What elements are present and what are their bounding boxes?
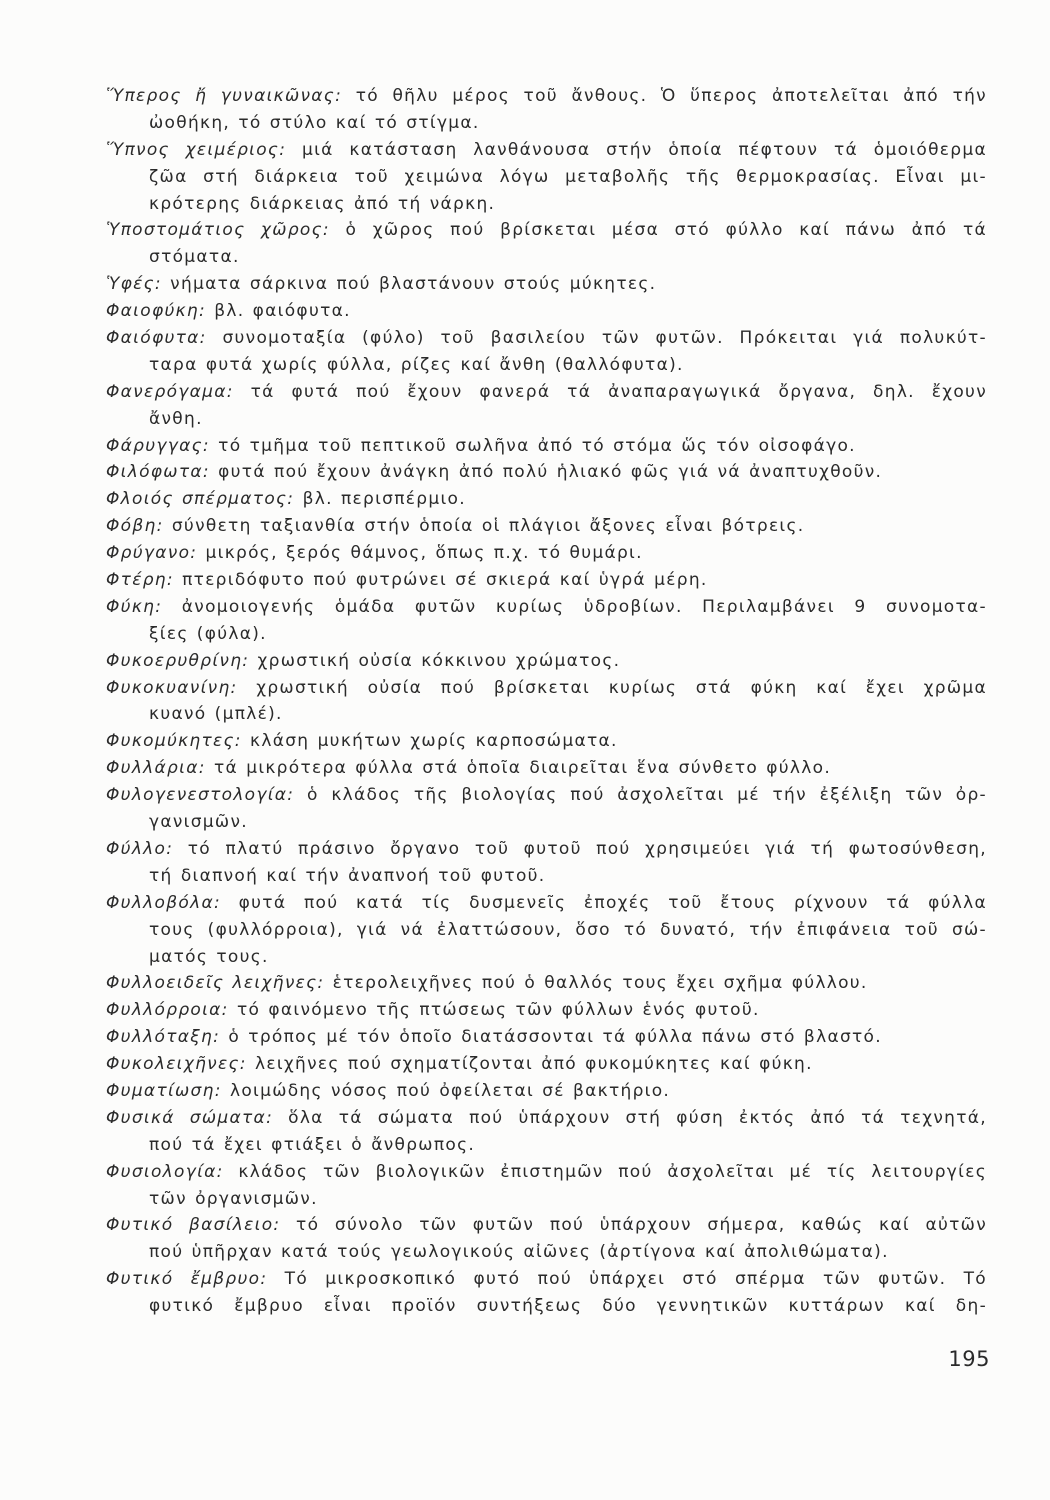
entry-first-line — [106, 83, 987, 110]
glossary-entry — [106, 459, 987, 486]
definition-text: χρωστική οὐσία πού βρίσκεται κυρίως στά φύκη καί ἔχει χρῶμα — [256, 677, 987, 698]
entry-first-line — [106, 594, 987, 621]
definition-continuation-line: τῶν ὀργανισμῶν. — [149, 1188, 318, 1209]
glossary-term: Ὕπνος χειμέριος: — [106, 139, 287, 160]
glossary-entry — [106, 486, 987, 513]
definition-text: κλάδος τῶν βιολογικῶν ἐπιστημῶν πού ἀσχολεῖται μέ τίς λειτουργίες — [238, 1161, 987, 1182]
glossary-term: Φυλλόρροια: — [106, 1000, 229, 1021]
definition-text: βλ. φαιόφυτα. — [214, 301, 351, 322]
glossary-term: Φυλλάρια: — [106, 758, 206, 779]
glossary-term: Φαιοφύκη: — [106, 301, 207, 322]
entry-first-line — [106, 675, 987, 702]
definition-continuation-line: κυανό (μπλέ). — [149, 704, 283, 725]
glossary-term: Φυκολειχῆνες: — [106, 1054, 247, 1075]
definition-text: Τό μικροσκοπικό φυτό πού ὑπάρχει στό σπέρμα τῶν φυτῶν. Τό — [284, 1269, 987, 1290]
definition-continuation-line: πού ὑπῆρχαν κατά τούς γεωλογικούς αἰῶνες (ἀρτίγονα καί ἀπολιθώματα). — [149, 1242, 889, 1263]
glossary-entry — [106, 298, 987, 325]
definition-text: λειχῆνες πού σχηματίζονται ἀπό φυκομύκητες καί φύκη. — [254, 1054, 813, 1075]
glossary-term: Φυτικό ἔμβρυο: — [106, 1269, 268, 1290]
definition-text: τό τμῆμα τοῦ πεπτικοῦ σωλῆνα ἀπό τό στόμα ὥς τόν οἰσοφάγο. — [218, 435, 856, 456]
definition-text: ὁ τρόπος μέ τόν ὁποῖο διατάσσονται τά φύλλα πάνω στό βλαστό. — [228, 1027, 882, 1048]
definition-continuation-line: τή διαπνοή καί τήν ἀναπνοή τοῦ φυτοῦ. — [149, 865, 546, 886]
entry-first-line — [106, 970, 987, 997]
entry-first-line — [106, 782, 987, 809]
glossary-term: Φλοιός σπέρματος: — [106, 489, 295, 510]
glossary-term: Φυλλοειδεῖς λειχῆνες: — [106, 973, 325, 994]
entry-first-line — [106, 486, 987, 513]
glossary-entry — [106, 728, 987, 755]
glossary-entry — [106, 1051, 987, 1078]
glossary-entry — [106, 513, 987, 540]
glossary-entry — [106, 137, 987, 218]
entry-first-line — [106, 648, 987, 675]
glossary-entry — [106, 1078, 987, 1105]
glossary-entry — [106, 1266, 987, 1320]
glossary-term: Φυσιολογία: — [106, 1161, 224, 1182]
entry-first-line — [106, 137, 987, 164]
definition-continuation-line: ξίες (φύλα). — [149, 623, 267, 644]
entry-first-line — [106, 217, 987, 244]
definition-continuation-line: κρότερης διάρκειας ἀπό τή νάρκη. — [149, 193, 496, 214]
definition-continuation-line: στόματα. — [149, 247, 240, 268]
entry-first-line — [106, 836, 987, 863]
definition-text: ἑτερολειχῆνες πού ὁ θαλλός τους ἔχει σχῆμα φύλλου. — [332, 973, 868, 994]
glossary-entry — [106, 970, 987, 997]
glossary-list — [106, 83, 987, 1320]
entry-first-line — [106, 459, 987, 486]
entry-first-line — [106, 1024, 987, 1051]
glossary-entry — [106, 648, 987, 675]
entry-first-line — [106, 755, 987, 782]
glossary-entry — [106, 83, 987, 137]
glossary-term: Φαιόφυτα: — [106, 328, 207, 349]
definition-text: σύνθετη ταξιανθία στήν ὁποία οἱ πλάγιοι ἄξονες εἶναι βότρεις. — [171, 516, 805, 537]
glossary-entry — [106, 997, 987, 1024]
definition-text: πτεριδόφυτο πού φυτρώνει σέ σκιερά καί ὑγρά μέρη. — [182, 570, 708, 591]
glossary-term: Φανερόγαμα: — [106, 381, 234, 402]
glossary-entry — [106, 782, 987, 836]
definition-continuation-line: ἄνθη. — [149, 408, 203, 429]
definition-text: τό φαινόμενο τῆς πτώσεως τῶν φύλλων ἑνός φυτοῦ. — [236, 1000, 760, 1021]
glossary-entry — [106, 217, 987, 271]
definition-continuation-line: γανισμῶν. — [149, 812, 248, 833]
entry-first-line — [106, 271, 987, 298]
entry-first-line — [106, 513, 987, 540]
definition-text: νήματα σάρκινα πού βλαστάνουν στούς μύκητες. — [170, 274, 657, 295]
entry-first-line — [106, 325, 987, 352]
entry-first-line — [106, 1105, 987, 1132]
definition-continuation-line: ὠοθήκη, τό στύλο καί τό στίγμα. — [149, 112, 480, 133]
definition-text: τό πλατύ πράσινο ὄργανο τοῦ φυτοῦ πού χρησιμεύει γιά τή φωτοσύνθεση, — [187, 838, 987, 859]
glossary-entry — [106, 433, 987, 460]
definition-text: τό σύνολο τῶν φυτῶν πού ὑπάρχουν σήμερα, καθώς καί αὐτῶν — [296, 1215, 987, 1236]
glossary-entry — [106, 1024, 987, 1051]
glossary-entry — [106, 594, 987, 648]
glossary-term: Φάρυγγας: — [106, 435, 210, 456]
glossary-term: Φυκομύκητες: — [106, 731, 242, 752]
definition-text: φυτά πού κατά τίς δυσμενεῖς ἐποχές τοῦ ἔτους ρίχνουν τά φύλλα — [238, 892, 987, 913]
definition-continuation-line: τους (φυλλόρροια), γιά νά ἐλαττώσουν, ὅσο τό δυνατό, τήν ἐπιφάνεια τοῦ σώ- — [149, 919, 987, 940]
glossary-term: Φυσικά σώματα: — [106, 1107, 274, 1128]
entry-first-line — [106, 540, 987, 567]
glossary-entry — [106, 379, 987, 433]
definition-text: τά φυτά πού ἔχουν φανερά τά ἀναπαραγωγικά ὄργανα, δηλ. ἔχουν — [250, 381, 987, 402]
definition-text: μιά κατάσταση λανθάνουσα στήν ὁποία πέφτουν τά ὁμοιόθερμα — [301, 139, 987, 160]
definition-text: φυτά πού ἔχουν ἀνάγκη ἀπό πολύ ἡλιακό φῶς γιά νά ἀναπτυχθοῦν. — [218, 462, 883, 483]
entry-first-line — [106, 1212, 987, 1239]
glossary-entry — [106, 675, 987, 729]
entry-first-line — [106, 433, 987, 460]
glossary-term: Φυκοκυανίνη: — [106, 677, 238, 698]
entry-first-line — [106, 890, 987, 917]
definition-text: συνομοταξία (φύλο) τοῦ βασιλείου τῶν φυτῶν. Πρόκειται γιά πολυκύτ- — [222, 328, 987, 349]
definition-continuation-line: ταρα φυτά χωρίς φύλλα, ρίζες καί ἄνθη (θαλλόφυτα). — [149, 354, 684, 375]
entry-first-line — [106, 1051, 987, 1078]
glossary-term: Φρύγανο: — [106, 543, 198, 564]
glossary-entry — [106, 836, 987, 890]
glossary-entry — [106, 1212, 987, 1266]
definition-text: ὅλα τά σώματα πού ὑπάρχουν στή φύση ἐκτός ἀπό τά τεχνητά, — [288, 1107, 987, 1128]
definition-continuation-line: πού τά ἔχει φτιάξει ὁ ἄνθρωπος. — [149, 1134, 476, 1155]
glossary-term: Ὑποστομάτιος χῶρος: — [106, 220, 330, 241]
glossary-entry — [106, 540, 987, 567]
entry-first-line — [106, 1078, 987, 1105]
definition-text: τό θῆλυ μέρος τοῦ ἄνθους. Ὁ ὕπερος ἀποτελεῖται ἀπό τήν — [355, 86, 987, 106]
definition-text: ὁ κλάδος τῆς βιολογίας πού ἀσχολεῖται μέ τήν ἐξέλιξη τῶν ὀρ- — [307, 785, 987, 806]
glossary-term: Φυλλοβόλα: — [106, 892, 221, 913]
entry-first-line — [106, 567, 987, 594]
definition-text: μικρός, ξερός θάμνος, ὅπως π.χ. τό θυμάρι. — [205, 543, 643, 564]
glossary-term: Φιλόφωτα: — [106, 462, 210, 483]
glossary-term: Φύκη: — [106, 596, 163, 617]
glossary-term: Ὕπερος ἤ γυναικῶνας: — [106, 86, 343, 106]
definition-text: ἀνομοιογενής ὁμάδα φυτῶν κυρίως ὑδροβίων. Περιλαμβάνει 9 συνομοτα- — [181, 596, 987, 617]
glossary-term: Φυτικό βασίλειο: — [106, 1215, 281, 1236]
definition-text: τά μικρότερα φύλλα στά ὁποῖα διαιρεῖται ἕνα σύνθετο φύλλο. — [213, 758, 832, 779]
definition-text: λοιμώδης νόσος πού ὀφείλεται σέ βακτήριο. — [229, 1080, 671, 1101]
glossary-term: Φυματίωση: — [106, 1080, 222, 1101]
definition-continuation-line: ζῶα στή διάρκεια τοῦ χειμώνα λόγω μεταβολῆς τῆς θερμοκρασίας. Εἶναι μι- — [149, 166, 987, 187]
page-number: 195 — [948, 1347, 990, 1371]
definition-continuation-line: φυτικό ἔμβρυο εἶναι προϊόν συντήξεως δύο γεννητικῶν κυττάρων καί δη- — [149, 1296, 987, 1317]
definition-text: κλάση μυκήτων χωρίς καρποσώματα. — [250, 731, 618, 752]
entry-first-line — [106, 728, 987, 755]
glossary-term: Φύλλο: — [106, 838, 174, 859]
glossary-entry — [106, 890, 987, 971]
entry-first-line — [106, 1266, 987, 1293]
glossary-term: Ὑφές: — [106, 274, 162, 295]
glossary-term: Φτέρη: — [106, 570, 174, 591]
glossary-entry — [106, 325, 987, 379]
glossary-term: Φυλογενεστολογία: — [106, 785, 295, 806]
glossary-term: Φυλλόταξη: — [106, 1027, 221, 1048]
definition-text: χρωστική οὐσία κόκκινου χρώματος. — [257, 650, 621, 671]
entry-first-line — [106, 379, 987, 406]
definition-text: ὁ χῶρος πού βρίσκεται μέσα στό φύλλο καί πάνω ἀπό τά — [345, 220, 987, 241]
glossary-term: Φόβη: — [106, 516, 164, 537]
glossary-entry — [106, 567, 987, 594]
entry-first-line — [106, 997, 987, 1024]
glossary-entry — [106, 271, 987, 298]
glossary-entry — [106, 1105, 987, 1159]
entry-first-line — [106, 298, 987, 325]
definition-text: βλ. περισπέρμιο. — [302, 489, 466, 510]
entry-first-line — [106, 1159, 987, 1186]
glossary-entry — [106, 1159, 987, 1213]
glossary-entry — [106, 755, 987, 782]
glossary-term: Φυκοερυθρίνη: — [106, 650, 250, 671]
definition-continuation-line: ματός τους. — [149, 946, 269, 967]
